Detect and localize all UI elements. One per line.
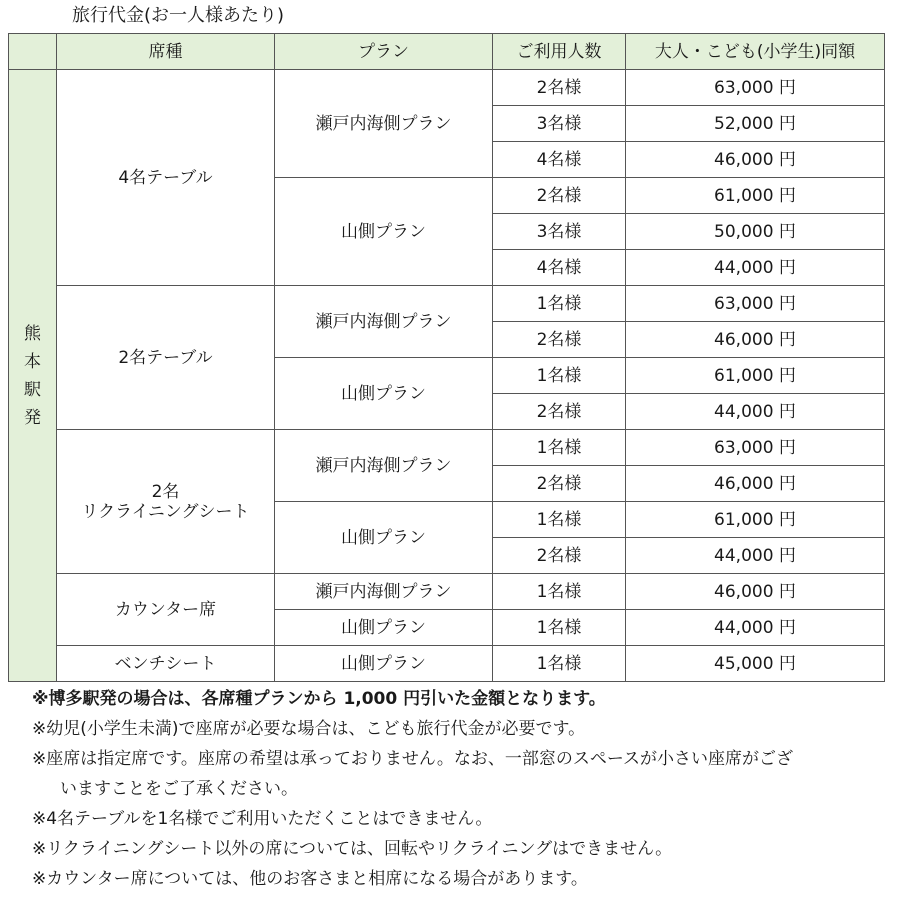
people-count: 1名様 bbox=[493, 646, 626, 682]
price: 45,000 円 bbox=[626, 646, 885, 682]
people-count: 2名様 bbox=[493, 394, 626, 430]
origin-station: 熊 本 駅 発 bbox=[9, 70, 57, 682]
header-row bbox=[9, 34, 885, 70]
price: 52,000 円 bbox=[626, 106, 885, 142]
people-count: 2名様 bbox=[493, 538, 626, 574]
people-count: 1名様 bbox=[493, 502, 626, 538]
price: 61,000 円 bbox=[626, 502, 885, 538]
price: 44,000 円 bbox=[626, 250, 885, 286]
people-count: 2名様 bbox=[493, 178, 626, 214]
people-count: 1名様 bbox=[493, 574, 626, 610]
plan-mountain: 山側プラン bbox=[275, 502, 493, 574]
seat-type-reclining-line1: 2名 bbox=[151, 481, 180, 502]
header-seat: 席種 bbox=[57, 34, 275, 70]
header-people: ご利用人数 bbox=[493, 34, 626, 70]
price: 63,000 円 bbox=[626, 286, 885, 322]
price: 63,000 円 bbox=[626, 430, 885, 466]
price: 63,000 円 bbox=[626, 70, 885, 106]
note-infant: ※幼児(小学生未満)で座席が必要な場合は、こども旅行代金が必要です。 bbox=[32, 719, 586, 739]
note-counter: ※カウンター席については、他のお客さまと相席になる場合があります。 bbox=[32, 869, 588, 889]
people-count: 2名様 bbox=[493, 70, 626, 106]
price: 50,000 円 bbox=[626, 214, 885, 250]
seat-type-counter: カウンター席 bbox=[57, 574, 275, 646]
plan-sea: 瀬戸内海側プラン bbox=[275, 286, 493, 358]
people-count: 1名様 bbox=[493, 286, 626, 322]
price: 46,000 円 bbox=[626, 466, 885, 502]
plan-sea: 瀬戸内海側プラン bbox=[275, 574, 493, 610]
people-count: 3名様 bbox=[493, 214, 626, 250]
plan-mountain: 山側プラン bbox=[275, 610, 493, 646]
plan-mountain: 山側プラン bbox=[275, 646, 493, 682]
note-hakata-discount: ※博多駅発の場合は、各席種プランから 1,000 円引いた金額となります。 bbox=[32, 689, 606, 709]
plan-mountain: 山側プラン bbox=[275, 358, 493, 430]
plan-sea: 瀬戸内海側プラン bbox=[275, 430, 493, 502]
plan-sea: 瀬戸内海側プラン bbox=[275, 70, 493, 178]
price: 46,000 円 bbox=[626, 574, 885, 610]
table-row bbox=[9, 574, 885, 610]
plan-mountain: 山側プラン bbox=[275, 178, 493, 286]
fare-title: 旅行代金(お一人様あたり) bbox=[72, 5, 285, 26]
price: 44,000 円 bbox=[626, 394, 885, 430]
price: 46,000 円 bbox=[626, 142, 885, 178]
note-reserved-seats-cont: いますことをご了承ください。 bbox=[60, 779, 298, 799]
seat-type-2-table: 2名テーブル bbox=[57, 286, 275, 430]
people-count: 4名様 bbox=[493, 250, 626, 286]
people-count: 1名様 bbox=[493, 430, 626, 466]
note-reclining: ※リクライニングシート以外の席については、回転やリクライニングはできません。 bbox=[32, 839, 673, 859]
people-count: 2名様 bbox=[493, 466, 626, 502]
price: 44,000 円 bbox=[626, 538, 885, 574]
people-count: 1名様 bbox=[493, 610, 626, 646]
header-plan: プラン bbox=[275, 34, 493, 70]
people-count: 3名様 bbox=[493, 106, 626, 142]
price: 61,000 円 bbox=[626, 358, 885, 394]
table-row bbox=[9, 286, 885, 322]
table-row bbox=[9, 430, 885, 466]
table-row bbox=[9, 70, 885, 106]
price: 44,000 円 bbox=[626, 610, 885, 646]
price: 46,000 円 bbox=[626, 322, 885, 358]
price: 61,000 円 bbox=[626, 178, 885, 214]
people-count: 1名様 bbox=[493, 358, 626, 394]
fare-table bbox=[8, 33, 885, 682]
seat-type-bench: ベンチシート bbox=[57, 646, 275, 682]
header-price: 大人・こども(小学生)同額 bbox=[626, 34, 885, 70]
table-row bbox=[9, 646, 885, 682]
header-corner bbox=[9, 34, 57, 70]
note-reserved-seats: ※座席は指定席です。座席の希望は承っておりません。なお、一部窓のスペースが小さい座席がござ bbox=[32, 749, 794, 769]
seat-type-4-table: 4名テーブル bbox=[57, 70, 275, 286]
people-count: 4名様 bbox=[493, 142, 626, 178]
people-count: 2名様 bbox=[493, 322, 626, 358]
notes bbox=[32, 684, 898, 894]
seat-type-reclining bbox=[57, 430, 275, 574]
note-4-table: ※4名テーブルを1名様でご利用いただくことはできません。 bbox=[32, 809, 493, 829]
seat-type-reclining-line2: リクライニングシート bbox=[81, 501, 250, 522]
